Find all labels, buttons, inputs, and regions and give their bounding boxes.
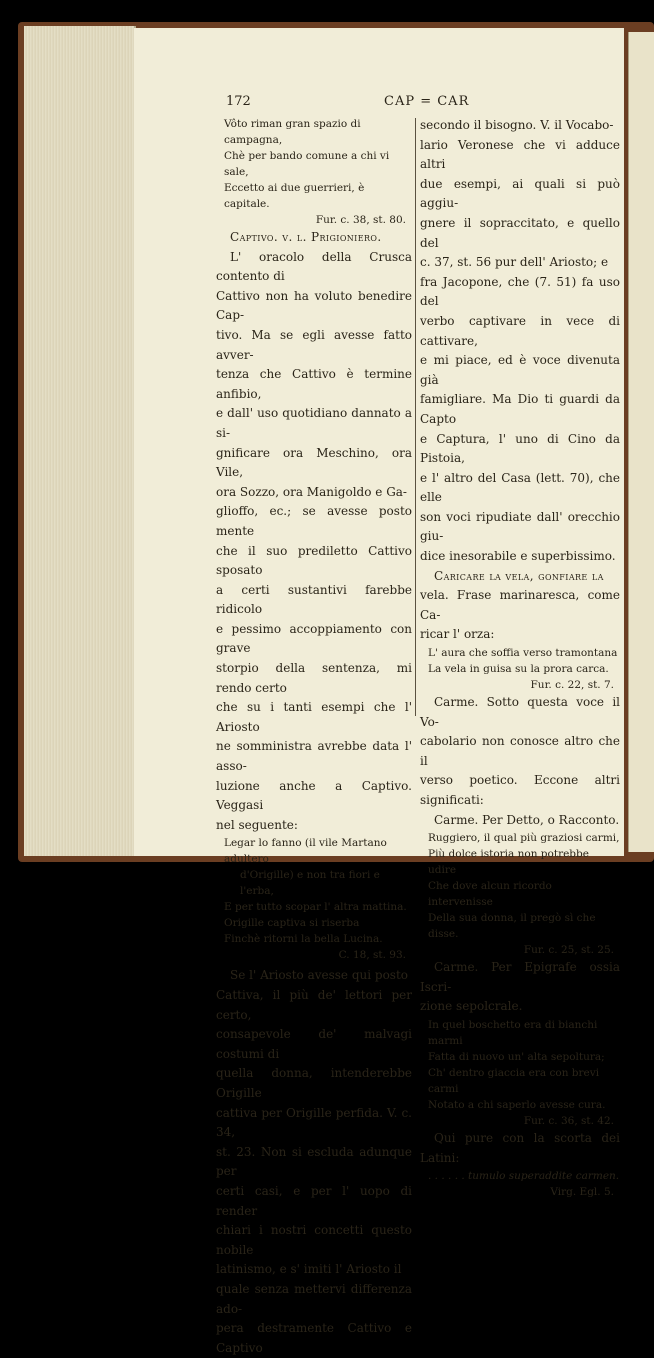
- body-line: Cattivo non ha voluto benedire Cap-: [216, 288, 412, 323]
- body-line: e l' altro del Casa (lett. 70), che elle: [420, 470, 620, 505]
- body-line: tenza che Cattivo è termine anfibio,: [216, 367, 412, 401]
- body-line: ne somministra avrebbe data l' asso-: [216, 739, 412, 774]
- verse-line: E per tutto scopar l' altra mattina.: [224, 901, 407, 914]
- body-line: secondo il bisogno. V. il Vocabo-: [420, 118, 614, 132]
- verse-line: d'Origille) e non tra fiori e l'erba,: [240, 869, 380, 898]
- body-line: Qui pure con la scorta dei Latini:: [420, 1130, 620, 1165]
- body-line: lario Veronese che vi adduce altri: [420, 137, 620, 172]
- body-line: cattiva per Origille perfida. V. c. 34,: [216, 1105, 412, 1140]
- body-line: ricar l' orza:: [420, 627, 495, 642]
- body-line: che il suo prediletto Cattivo sposato: [216, 543, 412, 578]
- verse-line: Origille captiva si riserba: [224, 917, 360, 930]
- verse-line: Ruggiero, il qual più graziosi carmi,: [428, 832, 620, 845]
- verse-line: In quel boschetto era di bianchi marmi: [428, 1018, 598, 1047]
- verse-line: Vôto riman gran spazio di campagna,: [224, 118, 361, 146]
- body-line: latinismo, e s' imiti l' Ariosto il: [216, 1262, 402, 1277]
- body-line: e Captura, l' uno di Cino da Pistoia,: [420, 431, 620, 466]
- page-number: 172: [226, 94, 251, 109]
- citation: Fur. c. 25, st. 25.: [523, 944, 614, 957]
- verse-line: Che dove alcun ricordo intervenisse: [428, 880, 552, 909]
- body-line: due esempi, ai quali si può aggiu-: [420, 176, 620, 211]
- body-line: zione sepolcrale.: [420, 999, 523, 1014]
- entry-heading: Carme. Per Detto, o Racconto.: [434, 812, 620, 827]
- body-line: che su i tanti esempi che l' Ariosto: [216, 700, 412, 734]
- body-line: certi casi, e per l' uopo di render: [216, 1183, 412, 1218]
- body-line: ora Sozzo, ora Manigoldo e Ga-: [216, 484, 407, 499]
- body-line: vela. Frase marinaresca, come Ca-: [420, 588, 620, 622]
- body-line: famigliare. Ma Dio ti guardi da Capto: [420, 392, 620, 426]
- body-line: verbo captivare in vece di cattivare,: [420, 313, 620, 348]
- verse-line: Notato a chi saperlo avesse cura.: [428, 1098, 606, 1111]
- verse-line: Finchè ritorni la bella Lucina.: [224, 933, 383, 946]
- facing-page-edge: [628, 32, 654, 852]
- verse-line: Legar lo fanno (il vile Martano adultero: [224, 837, 387, 866]
- body-line: Cattiva, il più de' lettori per certo,: [216, 988, 412, 1022]
- citation: Fur. c. 22, st. 7.: [530, 679, 614, 692]
- body-line: son voci ripudiate dall' orecchio giu-: [420, 509, 620, 544]
- body-line: fra Jacopone, che (7. 51) fa uso del: [420, 274, 620, 309]
- citation: Fur. c. 36, st. 42.: [523, 1114, 614, 1127]
- body-line: st. 23. Non si escluda adunque per: [216, 1144, 412, 1179]
- body-line: e mi piace, ed è voce divenuta già: [420, 353, 620, 387]
- body-line: luzione anche a Captivo. Veggasi: [216, 778, 412, 813]
- verse-line: Eccetto ai due guerrieri, è capitale.: [224, 182, 365, 210]
- entry-heading: Caricare la vela, gonfiare la: [434, 568, 604, 583]
- body-line: quale senza mettervi differenza ado-: [216, 1281, 412, 1316]
- citation: Fur. c. 38, st. 80.: [315, 214, 406, 226]
- body-line: nel seguente:: [216, 817, 298, 832]
- body-line: e dall' uso quotidiano dannato a si-: [216, 406, 412, 440]
- body-line: quella donna, intenderebbe Origille: [216, 1066, 412, 1100]
- body-line: a certi sustantivi farebbe ridicolo: [216, 582, 412, 617]
- verse-line: La vela in guisa su la prora carca.: [428, 663, 609, 676]
- body-line: tivo. Ma se egli avesse fatto avver-: [216, 327, 412, 362]
- body-line: cabolario non conosce altro che il: [420, 734, 620, 768]
- body-line: pera destramente Cattivo e Captivo: [216, 1321, 412, 1355]
- body-line: L' oracolo della Crusca contento di: [216, 249, 412, 284]
- right-column: [420, 116, 620, 1200]
- citation: Virg. Egl. 5.: [550, 1186, 614, 1199]
- entry-heading: Carme. Per Epigrafe ossia Iscri-: [420, 960, 620, 994]
- verse-line: Più dolce istoria non potrebbe udire: [428, 848, 589, 877]
- verse-line: Fatta di nuovo un' alta sepoltura;: [428, 1050, 605, 1063]
- body-line: verso poetico. Eccone altri significati:: [420, 773, 620, 807]
- body-line: dice inesorabile e superbissimo.: [420, 549, 616, 564]
- body-line: storpio della sentenza, mi rendo certo: [216, 661, 412, 695]
- citation: C. 18, st. 93.: [338, 949, 406, 962]
- verse-line: . . . . . . tumulo superaddite carmen.: [428, 1170, 620, 1183]
- page-header: [226, 94, 626, 114]
- page-edges: [24, 26, 136, 856]
- body-line: chiari i nostri concetti questo nobile: [216, 1223, 412, 1257]
- body-line: c. 37, st. 56 pur dell' Ariosto; e: [420, 255, 609, 270]
- body-line: e pessimo accoppiamento con grave: [216, 621, 412, 656]
- entry-heading: Carme. Sotto questa voce il Vo-: [420, 695, 620, 729]
- column-rule: [415, 118, 416, 716]
- verse-line: L' aura che soffia verso tramontana: [428, 647, 618, 660]
- body-line: glioffo, ec.; se avesse posto mente: [216, 504, 412, 538]
- body-line: gnere il sopraccitato, e quello del: [420, 215, 620, 250]
- body-line: consapevole de' malvagi costumi di: [216, 1027, 412, 1061]
- body-line: gnificare ora Meschino, ora Vile,: [216, 445, 412, 480]
- verse-line: Della sua donna, il pregò sì che disse.: [428, 912, 596, 941]
- body-line: Se l' Ariosto avesse qui posto: [230, 968, 409, 983]
- verse-line: Ch' dentro giaccia era con brevi carmi: [428, 1066, 600, 1095]
- verse-line: Chè per bando comune a chi vi sale,: [224, 150, 390, 178]
- running-head: CAP = CAR: [384, 94, 470, 109]
- left-column: [216, 116, 412, 1358]
- entry-heading: Captivo. v. l. Prigioniero.: [230, 230, 382, 244]
